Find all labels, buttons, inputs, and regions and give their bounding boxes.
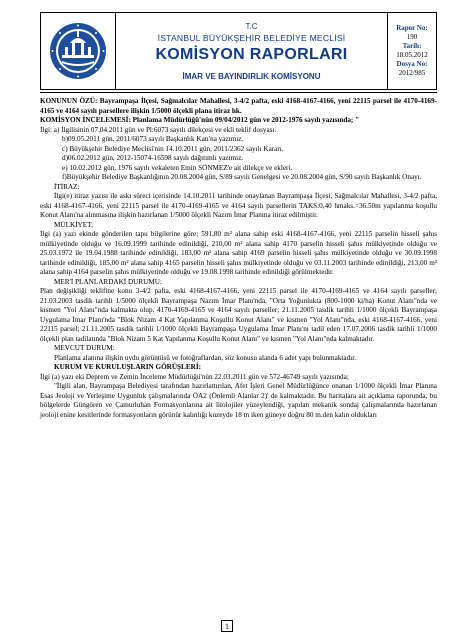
tarih-label: Tarih: (402, 42, 422, 50)
ilgi-item: c) Büyükşehir Belediye Meclisi'nin 14.10.2011 gün, 2011/2362 sayılı Kararı. (62, 144, 284, 153)
mer-planlar-text: Plan değişikliği teklifine konu 3-4/2 pafta, eski 4168-4167-4166, yeni 22115 parsel ile 4170-4169-4165 ve 4164 sayılı parseller; 21.03.2003 tasdik tarihli 1/5000 ölçekli Bayrampaşa Nazım İmar Planı'nda, "Orta Yoğunlukta (800-1000 ki/ha) Konut Alanı"nda ve kısmen "Yol Alanı"nda kalmakta olup, 4170-4169-4165 ve 4164 sayılı parseller; 21.11.2005 tasdik tarihli 1/1000 ölçekli Bayrampaşa Uygulama İmar Planı'nda "Blok Nizam 4 Kat Yapılanma Koşullu Konut Alanı" ve kısmen "Yol Alanı"nda, eski 4168-4167-4166, yeni 22115 parsel; 21.11.2005 tasdik tarihli 1/1000 ölçekli Bayrampaşa Uygulama İmar Planı'nı tadil eden 17.07.2006 tasdik tarihli 1/1000 ölçekli plan tadilatında "Blok Nizam 5 Kat Yapılanma Koşullu Konut Alanı" ve kısmen "Yol Alanı"nda kalmaktadır. (40, 287, 437, 343)
ilgi-item: b)09.05.2011 gün, 2011/6073 sayılı Başkanlık Katı'na yazımız. (62, 135, 244, 143)
kurum-text: İlgi (a) yazı eki Deprem ve Zemin İnceleme Müdürlüğü'nün 22.03.2011 gün ve 572-46749 sayılı yazısında; (40, 372, 349, 381)
page-number: 1 (221, 620, 233, 632)
tc-label: T.C (245, 21, 258, 31)
komisyon-incelemesi: KOMİSYON İNCELEMESİ: Planlama Müdürlüğü'nün 09/04/2012 gün ve 2012-1976 sayılı yazısında; " (40, 116, 360, 124)
header-divider (40, 92, 437, 93)
mulkiyet-heading: MÜLKİYET: (54, 220, 94, 229)
council-name: İSTANBUL BÜYÜKŞEHİR BELEDİYE MECLİSİ (157, 32, 346, 43)
commission-name: İMAR VE BAYINDIRLIK KOMİSYONU (182, 71, 321, 81)
mevcut-durum-text: Planlama alanına ilişkin uydu görüntüsü ve fotoğraflardan, söz konusu alanda 6 adet yapı bulunmaktadır. (54, 353, 357, 362)
itiraz-heading: İTİRAZ: (54, 182, 80, 191)
ilgi-item: d)06.02.2012 gün, 2012-15074-16598 sayılı dağıtımlı yazımız. (62, 154, 244, 162)
itiraz-text: İlgi(e) itiraz yazısı ile askı süreci içerisinde 14.10.2011 tarihinde onaylanan Bayrampaşa İlçesi, Sağmalcılar Mahallesi, 3-4/2 pafta, eski 4168-4167-4166, yeni 22115 parsel ile 4170-4169-4165 ve 4164 sayılı parsellerin TAKS:0,40 hmaks.=36.50m yapılanma koşullu Konut Alanı'na alınmasına ilişkin hazırlanan 1/5000 ölçekli Nazım İmar Planına itiraz edilmiştir. (40, 192, 437, 219)
report-meta (388, 13, 436, 89)
report-body (40, 97, 437, 420)
mevcut-durum-heading: MEVCUT DURUM: (54, 344, 115, 352)
konunun-ozu: KONUNUN ÖZÜ: Bayrampaşa İlçesi, Sağmalcılar Mahallesi, 3-4/2 pafta, eski 4168-4167-4166, yeni 22115 parsel ile 4170-4169-4165 ve 4164 sayılı parsellere ilişkin 1/5000 ölçekli plana itiraz hk. (40, 97, 437, 115)
rapor-no-value: 190 (406, 33, 418, 41)
report-header (40, 12, 437, 90)
mulkiyet-text: İlgi (a) yazı ekinde gönderilen tapu bilgilerine göre; 591,80 m² alana sahip eski 4168-4167-4166, yeni 22115 parselin hisseli şahıs mülkiyetinde olduğu ve 16.09.1999 tarihinde edinildiği, 210,00 m² alana sahip 4170 parselin hisseli şahıs mülkiyetinde olduğu ve 25.03.1972 ile 19.04.1988 tarihinde edinildiği, 183,00 m² alana sahip 4169 parselin hisseli şahıs mülkiyetinde olduğu ve 30.09.1998 tarihinde edinildiği, 185,00 m² alana sahip 4165 parselin hisseli şahıs mülkiyetinde olduğu ve 03.11.2003 tarihinde edinildiği, 213,00 m² alana sahip 4164 parselin şahıs mülkiyetinde olduğu ve 19.08.1998 tarihinde edinildiği görülmektedir. (40, 230, 437, 276)
ilgi-item: e) 10.02.2012 gün, 1976 sayılı vekaleten Emin SÖNMEZ'e ait dilekçe ve ekleri. (62, 163, 293, 172)
quote-text: "İlgili alan, Bayrampaşa Belediyesi tarafından hazırlattırılan, Afet İşleri Genel Müdürlüğünce onanan 1/1000 ölçekli İmar Planına Esas Jeoloji ve Yerleşime Uygunluk çalışmalarında ÖA2 (Önlemli Alanlar 2)' de kalmaktadır. Bu haritalara ait açıklama raporunda, bu bölgelerde Güngören ve Çamurluhan Formasyonlarına ait litolojiler yüzeylendiği, yapılan mekanik sondaj çalışmalarında hazırlanan jeoloji enine kesitlerinde formasyonların görünür kalınlığı kuzeyde 18 m iken güneye doğru 80 m.den kalın oldukları (40, 382, 437, 419)
report-title: KOMİSYON RAPORLARI (155, 45, 348, 63)
ilgi-item: f)Büyükşehir Belediye Başkanlığının 20.08.2004 gün, S/89 sayılı Genelgesi ve 20.08.2004 gün, S/90 sayılı Başkanlık Onayı. (62, 173, 422, 181)
ilgi-list (62, 135, 437, 183)
title-cell (116, 13, 388, 89)
tarih-value: 18.05.2012 (396, 51, 428, 59)
mer-planlar-heading: MER'İ PLANLARDAKİ DURUMU: (54, 277, 162, 286)
dosya-no-value: 2012/985 (398, 69, 426, 77)
ilgi-intro: İlgi: a) İlgilisinin 07.04.2011 gün ve Pl:6073 sayılı dilekçesi ve ekli teklif dosyası. (40, 125, 277, 134)
dosya-no-label: Dosya No: (396, 60, 428, 68)
kurum-heading: KURUM VE KURULUŞLARIN GÖRÜŞLERİ: (54, 363, 202, 371)
rapor-no-label: Rapor No: (396, 24, 428, 32)
ibb-logo-icon (48, 21, 108, 81)
logo-cell (41, 13, 116, 89)
